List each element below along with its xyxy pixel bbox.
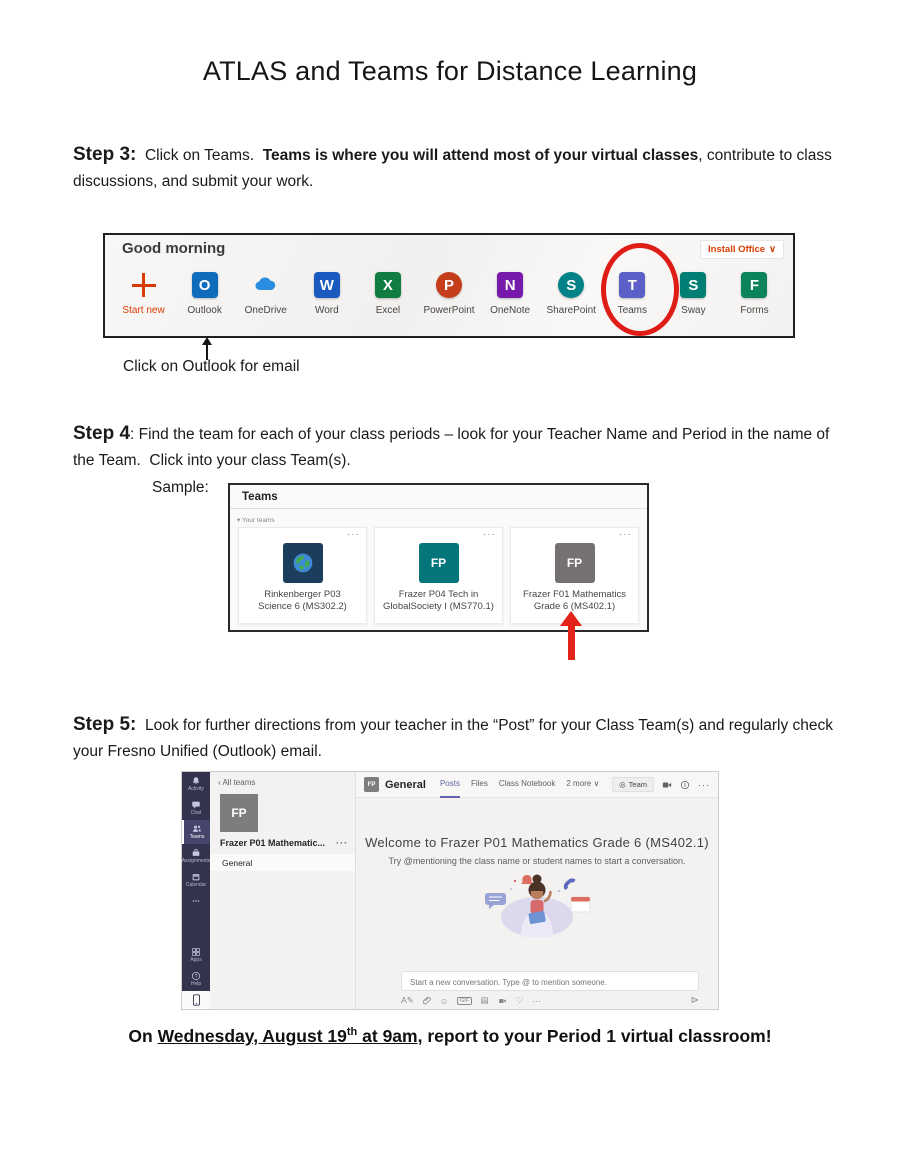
more-options-icon[interactable]: ··· <box>483 529 496 540</box>
rail-item-chat[interactable]: Chat <box>182 796 210 820</box>
page-title: ATLAS and Teams for Distance Learning <box>202 56 698 86</box>
team-privacy-button[interactable]: ◎ Team <box>612 777 654 792</box>
briefcase-icon <box>191 848 201 858</box>
emoji-icon[interactable]: ☺ <box>439 995 449 1006</box>
team-avatar: FP <box>220 794 258 832</box>
teams-icon: T <box>619 272 645 298</box>
step5-paragraph: Step 5: Look for further directions from your teacher in the “Post” for your Class Team(s) and regularly check your Fresno Unified (Outlook) email. <box>73 714 833 760</box>
step3-paragraph: Step 3: Click on Teams. Teams is where you will attend most of your virtual classes, contribute to class discussions, and submit your work. <box>73 144 832 190</box>
plus-icon <box>131 272 157 298</box>
help-icon <box>191 971 201 981</box>
info-icon[interactable] <box>680 780 690 790</box>
people-icon <box>192 824 202 834</box>
app-word[interactable]: W Word <box>296 272 357 316</box>
team-card-name: Frazer P04 Tech in GlobalSociety I (MS770.1) <box>383 589 494 613</box>
app-teams[interactable]: T Teams <box>602 272 663 316</box>
teams-highlight-circle <box>601 243 679 336</box>
channel-title: General <box>385 778 426 791</box>
ellipsis-icon <box>191 896 201 906</box>
your-teams-section-label: ▾ Your teams <box>237 517 275 524</box>
globe-avatar <box>283 543 323 583</box>
team-card-science[interactable] <box>238 527 367 624</box>
chat-icon <box>191 800 201 810</box>
footer-announcement: On Wednesday, August 19th at 9am, report to your Period 1 virtual classroom! <box>128 1026 772 1046</box>
svg-text:?: ? <box>194 973 198 980</box>
gif-icon[interactable]: GIF <box>457 997 471 1005</box>
team-card-tech[interactable] <box>374 527 503 624</box>
compose-box[interactable] <box>401 971 699 991</box>
rail-item-help[interactable]: ? Help <box>182 967 210 991</box>
team-card-name: Frazer F01 Mathematics Grade 6 (MS402.1) <box>523 589 626 613</box>
app-sway[interactable]: S Sway <box>663 272 724 316</box>
powerpoint-icon: P <box>436 272 462 298</box>
teams-sidebar <box>210 772 356 1009</box>
app-excel[interactable]: X Excel <box>357 272 418 316</box>
tab-posts[interactable]: Posts <box>440 772 460 798</box>
teams-main-panel <box>356 772 718 1009</box>
app-onedrive[interactable]: OneDrive <box>235 272 296 316</box>
meet-camera-icon[interactable] <box>662 780 672 790</box>
rail-item-apps[interactable]: Apps <box>182 943 210 967</box>
team-name-row[interactable]: Frazer P01 Mathematic... ··· <box>220 838 348 848</box>
more-options-icon[interactable]: ··· <box>347 529 360 540</box>
divider <box>230 508 647 509</box>
team-card-math[interactable] <box>510 527 639 624</box>
app-outlook[interactable]: O Outlook <box>174 272 235 316</box>
team-card-name: Rinkenberger P03 Science 6 (MS302.2) <box>258 589 347 613</box>
rail-item-teams[interactable]: Teams <box>182 820 210 844</box>
send-icon[interactable]: ⊳ <box>690 995 699 1006</box>
sway-icon: S <box>680 272 706 298</box>
rail-item-activity[interactable]: Activity <box>182 772 210 796</box>
calendar-icon <box>191 872 201 882</box>
tab-files[interactable]: Files <box>470 779 488 788</box>
chevron-down-icon: ∨ <box>769 244 776 255</box>
privacy-icon: ◎ <box>619 780 626 789</box>
phone-icon <box>192 994 201 1006</box>
office-apps-row <box>113 272 785 316</box>
teams-window-title: Teams <box>242 491 278 503</box>
more-options-icon[interactable]: ··· <box>336 838 348 848</box>
step3-label: Step 3: <box>73 144 137 165</box>
header-actions <box>612 777 710 792</box>
teams-app-screenshot <box>181 771 719 1010</box>
office-portal-screenshot <box>103 233 795 338</box>
teams-left-rail <box>182 772 210 1009</box>
greeting-heading: Good morning <box>122 240 226 257</box>
bell-icon <box>191 776 201 786</box>
all-teams-back-link[interactable]: ‹ All teams <box>218 778 256 787</box>
welcome-heading: Welcome to Frazer P01 Mathematics Grade 6 (MS402.1) <box>365 835 709 850</box>
rail-more-icon[interactable] <box>182 896 210 910</box>
teams-grid-screenshot <box>228 483 649 632</box>
praise-icon[interactable]: ♡ <box>515 995 524 1005</box>
initials-avatar: FP <box>555 543 595 583</box>
excel-icon: X <box>375 272 401 298</box>
sample-label: Sample: <box>152 479 209 496</box>
word-icon: W <box>314 272 340 298</box>
app-onenote[interactable]: N OneNote <box>480 272 541 316</box>
message-input[interactable] <box>402 974 698 992</box>
team-cards <box>238 527 639 624</box>
rail-mobile-app-icon[interactable] <box>182 991 210 1009</box>
rail-item-calendar[interactable]: Calendar <box>182 868 210 892</box>
channel-header <box>356 772 718 798</box>
attach-icon[interactable] <box>423 996 431 1005</box>
outlook-pointer-arrow <box>201 337 213 360</box>
channel-item-general[interactable]: General <box>210 854 355 871</box>
channel-avatar: FP <box>364 777 379 792</box>
apps-grid-icon <box>191 947 201 957</box>
onedrive-cloud-icon <box>253 272 279 298</box>
more-options-icon[interactable]: ··· <box>619 529 632 540</box>
math-team-pointer-arrow <box>560 611 582 660</box>
rail-item-assignments[interactable]: Assignments <box>182 844 210 868</box>
initials-avatar: FP <box>419 543 459 583</box>
welcome-illustration <box>467 869 607 941</box>
outlook-caption: Click on Outlook for email <box>123 358 300 375</box>
app-forms[interactable]: F Forms <box>724 272 785 316</box>
step4-paragraph: Step 4: Find the team for each of your class periods – look for your Teacher Name and Period in the name of the Team. Click into your class Team(s). <box>73 423 830 469</box>
step5-label: Step 5: <box>73 714 137 735</box>
globe-icon <box>292 552 314 574</box>
step4-label: Step 4 <box>73 423 131 444</box>
app-start-new[interactable]: Start new <box>113 272 174 316</box>
forms-icon: F <box>741 272 767 298</box>
outlook-icon: O <box>192 272 218 298</box>
compose-toolbar <box>401 995 699 1006</box>
install-office-button[interactable]: Install Office ∨ <box>700 240 784 259</box>
format-icon[interactable]: A✎ <box>401 995 414 1005</box>
welcome-subtitle: Try @mentioning the class name or student names to start a conversation. <box>388 856 686 866</box>
onenote-icon: N <box>497 272 523 298</box>
tab-class-notebook[interactable]: Class Notebook <box>498 779 556 788</box>
sharepoint-icon: S <box>558 272 584 298</box>
channel-tabs <box>440 772 599 798</box>
tab-more[interactable]: 2 more ∨ <box>566 779 600 788</box>
video-icon[interactable] <box>498 997 507 1005</box>
app-powerpoint[interactable]: P PowerPoint <box>418 272 479 316</box>
more-options-icon[interactable]: ··· <box>698 779 710 790</box>
app-sharepoint[interactable]: S SharePoint <box>541 272 602 316</box>
more-options-icon[interactable]: ··· <box>532 995 541 1006</box>
sticker-icon[interactable]: ▤ <box>480 995 489 1005</box>
